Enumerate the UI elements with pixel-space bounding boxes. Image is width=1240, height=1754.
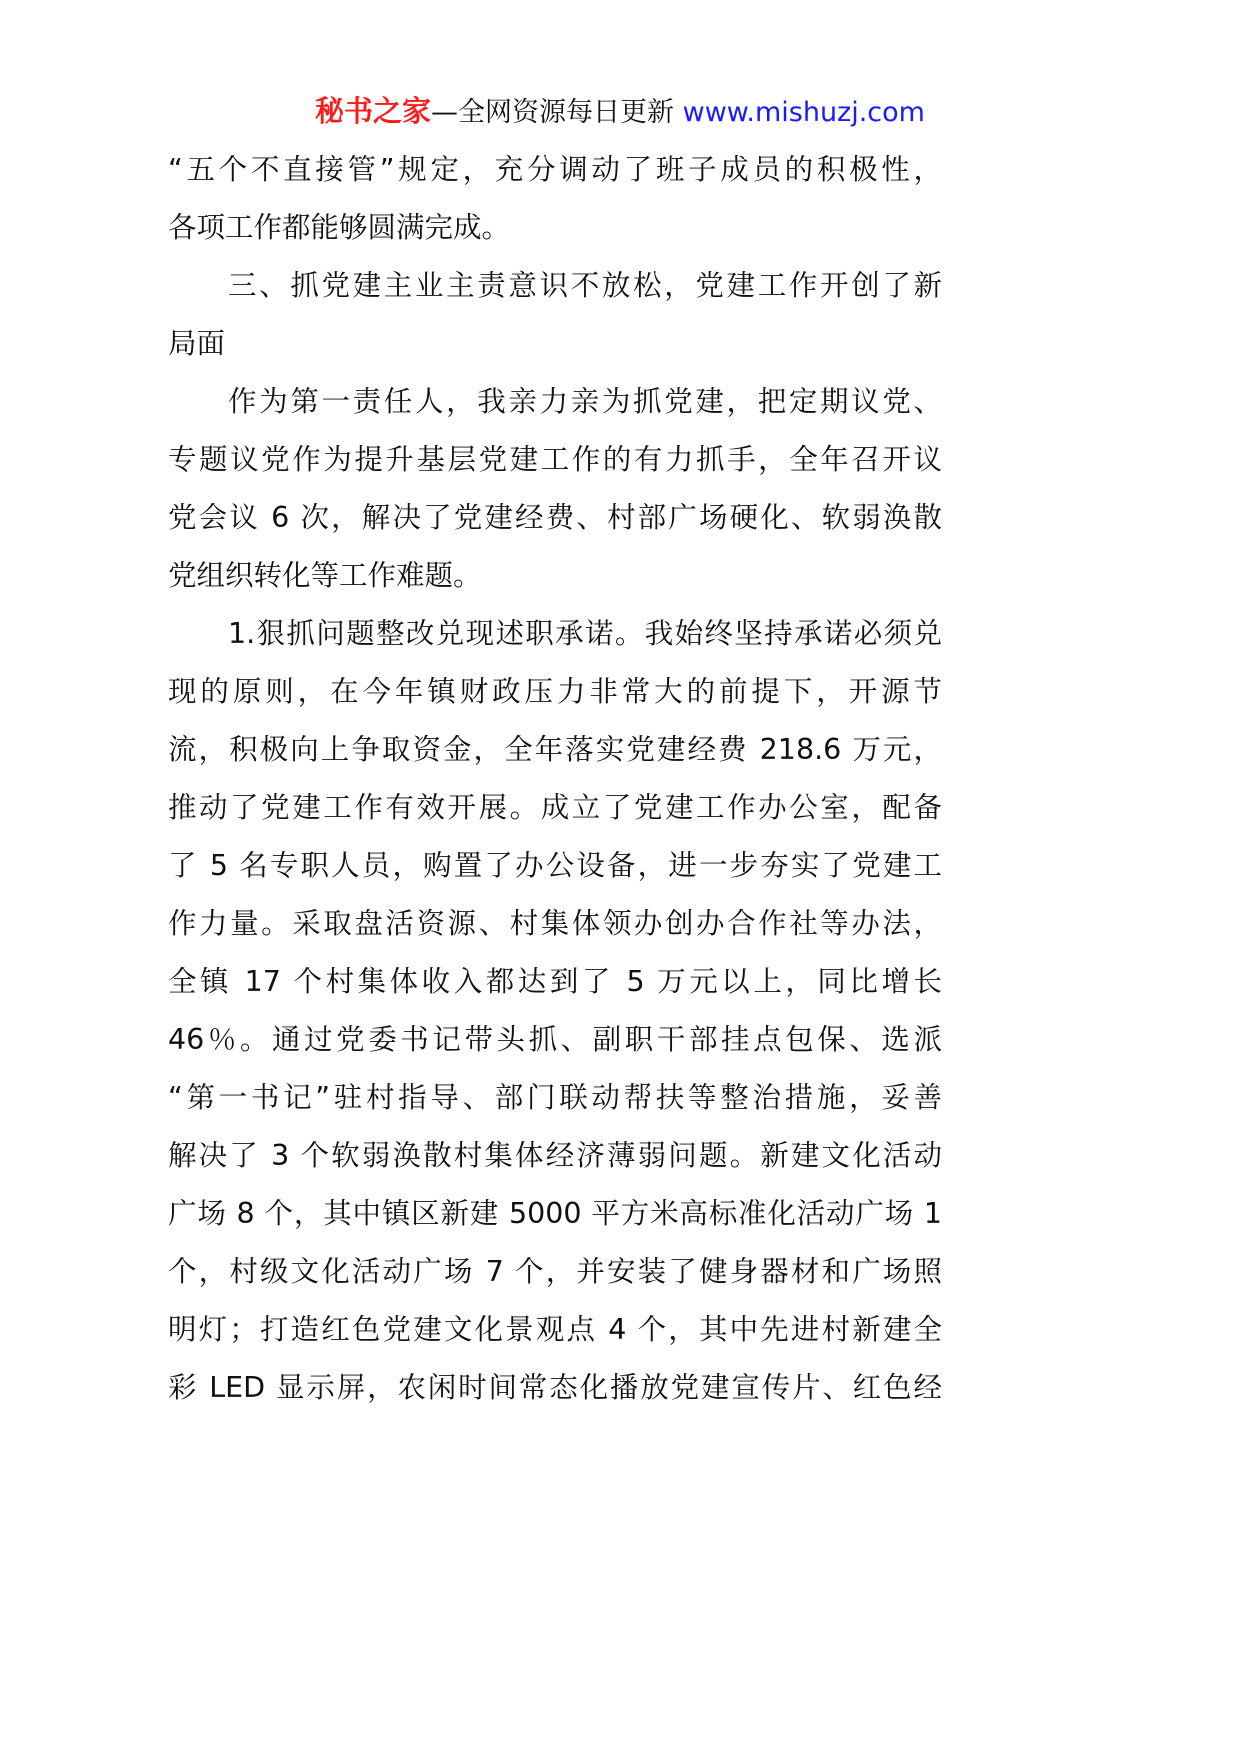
text-line: 广场 8 个，其中镇区新建 5000 平方米高标准化活动广场 1 (168, 1197, 942, 1230)
text-line: 解决了 3 个软弱涣散村集体经济薄弱问题。新建文化活动 (168, 1139, 942, 1172)
text-line: 推动了党建工作有效开展。成立了党建工作办公室，配备 (168, 791, 942, 824)
text-line: 各项工作都能够圆满完成。 (168, 211, 511, 244)
header-tagline: —全网资源每日更新 (431, 97, 675, 128)
document-body (168, 141, 942, 1417)
text-line: 作力量。采取盘活资源、村集体领办创办合作社等办法， (168, 907, 942, 940)
text-line: 1.狠抓问题整改兑现述职承诺。我始终坚持承诺必须兑 (228, 617, 942, 650)
text-line: 了 5 名专职人员，购置了办公设备，进一步夯实了党建工 (168, 849, 942, 882)
website-link[interactable]: www.mishuzj.com (682, 97, 925, 128)
text-line: 明灯；打造红色党建文化景观点 4 个，其中先进村新建全 (168, 1313, 942, 1346)
text-line: 作为第一责任人，我亲力亲为抓党建，把定期议党、 (228, 385, 942, 418)
text-line: 彩 LED 显示屏，农闲时间常态化播放党建宣传片、红色经 (168, 1371, 942, 1404)
page-header (0, 90, 1240, 134)
text-line: 现的原则，在今年镇财政压力非常大的前提下，开源节 (168, 675, 942, 708)
brand-name: 秘书之家 (315, 94, 432, 128)
text-line: 流，积极向上争取资金，全年落实党建经费 218.6 万元， (168, 733, 942, 766)
text-line: 全镇 17 个村集体收入都达到了 5 万元以上，同比增长 (168, 965, 942, 998)
text-line: 个，村级文化活动广场 7 个，并安装了健身器材和广场照 (168, 1255, 942, 1288)
text-line: “五个不直接管”规定，充分调动了班子成员的积极性， (168, 153, 942, 186)
text-line: 局面 (168, 327, 226, 360)
text-line: 46％。通过党委书记带头抓、副职干部挂点包保、选派 (168, 1023, 942, 1056)
text-line: “第一书记”驻村指导、部门联动帮扶等整治措施，妥善 (168, 1081, 942, 1114)
text-line: 三、抓党建主业主责意识不放松，党建工作开创了新 (228, 269, 942, 302)
text-line: 党组织转化等工作难题。 (168, 559, 482, 592)
text-line: 专题议党作为提升基层党建工作的有力抓手，全年召开议 (168, 443, 942, 476)
text-line: 党会议 6 次，解决了党建经费、村部广场硬化、软弱涣散 (168, 501, 942, 534)
